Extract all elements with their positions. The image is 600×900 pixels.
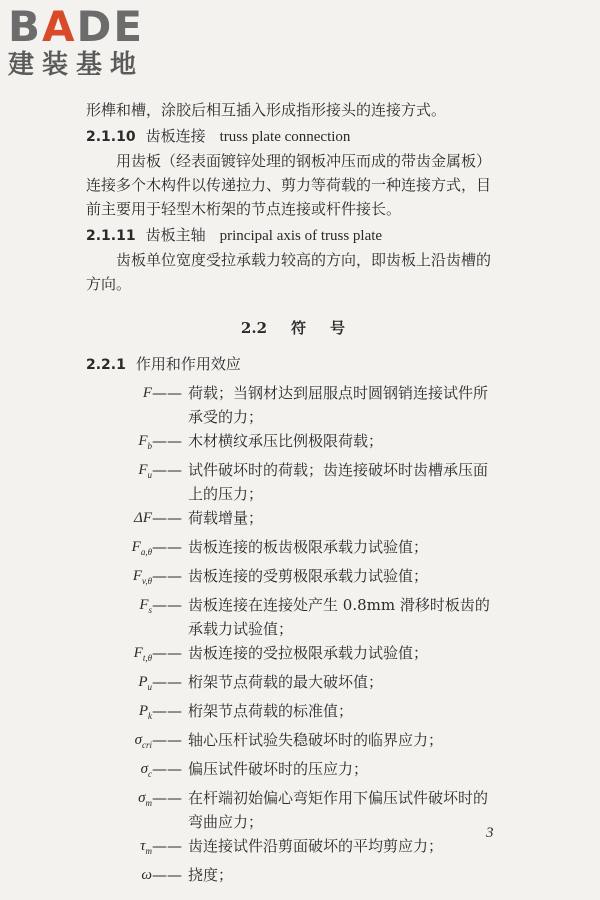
symbol-row (86, 786, 500, 834)
symbol-dash: —— (152, 432, 182, 450)
symbol-list (86, 381, 500, 892)
symbol-description: 荷载；当钢材达到屈服点时圆钢销连接试件所承受的力； (188, 384, 489, 426)
symbol-dash: —— (152, 644, 182, 662)
clause-2-1-10-heading: 2.1.10 齿板连接 truss plate connection (86, 127, 351, 145)
clause-2-1-11-heading: 2.1.11 齿板主轴 principal axis of truss plate (86, 226, 383, 244)
intro-paragraph: 形榫和槽，涂胶后相互插入形成指形接头的连接方式。 (86, 101, 447, 119)
symbol-row (86, 593, 500, 641)
symbol-row (86, 757, 500, 786)
symbol-notation: $P_k$ (138, 703, 152, 721)
page-number: 3 (486, 825, 494, 841)
symbol-notation: $\sigma_{cri}$ (134, 732, 152, 750)
symbol-notation: $\tau_m$ (140, 838, 152, 856)
symbol-row (86, 458, 500, 506)
symbol-notation: $F_u$ (138, 462, 152, 480)
symbol-notation: $F_{v,\theta}$ (132, 568, 152, 586)
symbol-row (86, 381, 500, 429)
symbol-description: 在杆端初始偏心弯矩作用下偏压试件破坏时的弯曲应力； (188, 789, 489, 831)
symbol-description: 齿板连接的受剪极限承载力试验值； (188, 567, 429, 585)
subclause-2-2-1-heading: 2.2.1 作用和作用效应 (86, 355, 241, 373)
symbol-description: 齿板连接的板齿极限承载力试验值； (188, 538, 429, 556)
symbol-notation: $F_b$ (138, 433, 152, 451)
symbol-description: 荷载增量； (188, 509, 264, 527)
symbol-description: 试件破坏时的荷载；齿连接破坏时齿槽承压面上的压力； (188, 461, 489, 503)
symbol-notation: $\sigma_c$ (140, 761, 152, 779)
symbol-description: 齿板连接在连接处产生 0.8mm 滑移时板齿的承载力试验值； (188, 596, 490, 638)
symbol-dash: —— (152, 702, 182, 720)
symbol-row (86, 535, 500, 564)
symbol-description: 齿连接试件沿剪面破坏的平均剪应力； (188, 837, 444, 855)
symbol-notation: $F_{t,\theta}$ (133, 645, 152, 663)
section-title: 2.2 符 号 (240, 319, 346, 337)
symbol-description: 桁架节点荷载的最大破坏值； (188, 673, 384, 691)
logo-latin-text: BADE (8, 2, 145, 51)
symbol-notation: $F_s$ (139, 597, 152, 615)
page-content (86, 98, 500, 892)
symbol-notation: $\sigma_m$ (138, 790, 152, 808)
symbol-dash: —— (152, 673, 182, 691)
clause-2-1-11-body: 齿板单位宽度受拉承载力较高的方向，即齿板上沿齿槽的方向。 (86, 251, 492, 293)
bade-logo (8, 4, 144, 80)
symbol-description: 挠度； (188, 866, 234, 884)
symbol-notation: $P_u$ (138, 674, 152, 692)
symbol-notation: ΔF (134, 510, 152, 526)
symbol-dash: —— (152, 731, 182, 749)
symbol-description: 轴心压杆试验失稳破坏时的临界应力； (188, 731, 444, 749)
clause-2-1-10-body: 用齿板（经表面镀锌处理的钢板冲压而成的带齿金属板）连接多个木构件以传递拉力、剪力等荷载的一种连接方式，目前主要用于轻型木桁架的节点连接或杆件接长。 (86, 152, 492, 218)
symbol-notation: F (142, 385, 152, 401)
symbol-dash: —— (152, 384, 182, 402)
symbol-row (86, 728, 500, 757)
symbol-description: 木材横纹承压比例极限荷载； (188, 432, 384, 450)
symbol-dash: —— (152, 461, 182, 479)
symbol-row (86, 834, 500, 863)
symbol-row (86, 863, 500, 892)
symbol-dash: —— (152, 509, 182, 527)
symbol-row (86, 564, 500, 593)
symbol-row (86, 699, 500, 728)
symbol-dash: —— (152, 866, 182, 884)
symbol-dash: —— (152, 789, 182, 807)
symbol-description: 桁架节点荷载的标准值； (188, 702, 354, 720)
symbol-dash: —— (152, 596, 182, 614)
symbol-dash: —— (152, 538, 182, 556)
symbol-row (86, 429, 500, 458)
symbol-row (86, 670, 500, 699)
symbol-notation: $F_{a,\theta}$ (131, 539, 152, 557)
symbol-row (86, 641, 500, 670)
symbol-row (86, 506, 500, 535)
symbol-description: 偏压试件破坏时的压应力； (188, 760, 369, 778)
symbol-description: 齿板连接的受拉极限承载力试验值； (188, 644, 429, 662)
symbol-dash: —— (152, 837, 182, 855)
symbol-dash: —— (152, 760, 182, 778)
symbol-notation: ω (141, 867, 152, 883)
symbol-dash: —— (152, 567, 182, 585)
logo-chinese-text: 建装基地 (8, 50, 145, 80)
